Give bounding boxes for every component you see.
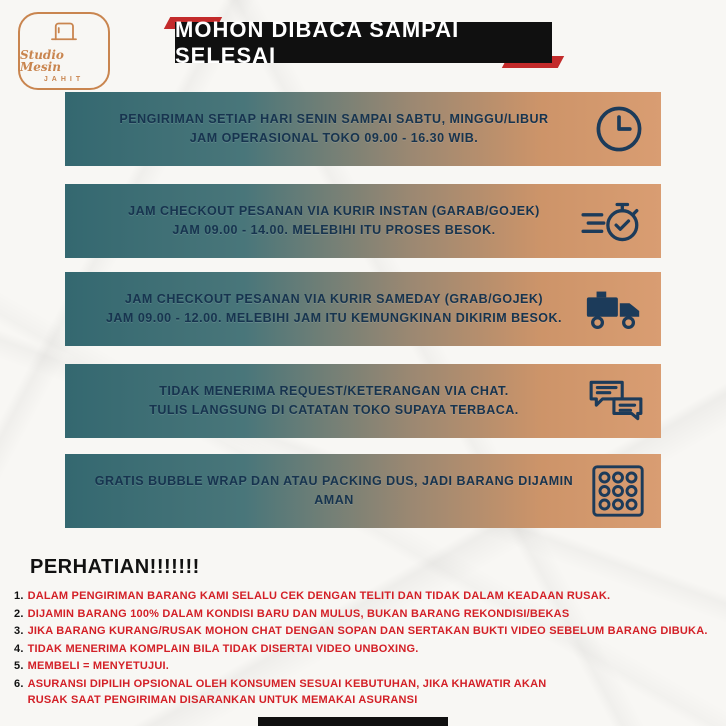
list-item-text: DALAM PENGIRIMAN BARANG KAMI SELALU CEK DENGAN TELITI DAN TIDAK DALAM KEADAAN RUSAK. bbox=[27, 590, 611, 602]
list-item-number: 2. bbox=[14, 607, 24, 620]
list-item bbox=[14, 641, 714, 658]
list-item-number: 3. bbox=[14, 625, 24, 637]
list-item-number: 5. bbox=[14, 660, 24, 672]
page-title: MOHON DIBACA SAMPAI SELESAI bbox=[175, 16, 460, 68]
banner-line-1: PENGIRIMAN SETIAP HARI SENIN SAMPAI SABTU, MINGGU/LIBUR bbox=[119, 111, 549, 126]
list-item bbox=[14, 623, 714, 640]
banner-line-2: TULIS LANGSUNG DI CATATAN TOKO SUPAYA TERBACA. bbox=[149, 403, 519, 417]
stopwatch-icon bbox=[579, 196, 645, 246]
list-item-text: JIKA BARANG KURANG/RUSAK MOHON CHAT DENGAN SOPAN DAN SERTAKAN BUKTI VIDEO SEBELUM BARANG DIBUKA. bbox=[27, 625, 708, 637]
list-item-text: TIDAK MENERIMA KOMPLAIN BILA TIDAK DISERTAI VIDEO UNBOXING. bbox=[27, 642, 419, 655]
list-item-number: 1. bbox=[14, 590, 24, 602]
banner-instant-courier bbox=[65, 184, 661, 258]
bubble-wrap-icon bbox=[591, 464, 645, 518]
list-item-number: 6. bbox=[14, 677, 24, 690]
list-item bbox=[14, 658, 714, 675]
attention-list bbox=[14, 588, 714, 710]
banner-text bbox=[65, 290, 661, 329]
banner-free-packing bbox=[65, 454, 661, 528]
list-item-number: 4. bbox=[14, 642, 24, 655]
banner-text bbox=[65, 382, 661, 421]
chat-icon bbox=[587, 377, 645, 425]
banner-sameday-courier bbox=[65, 272, 661, 346]
shop-name-script: Studio Mesin bbox=[20, 48, 64, 74]
shop-logo bbox=[18, 12, 110, 90]
sewing-machine-icon bbox=[47, 19, 81, 48]
banner-no-chat-request bbox=[65, 364, 661, 438]
banner-line-1: TIDAK MENERIMA REQUEST/KETERANGAN VIA CHAT. bbox=[159, 383, 509, 398]
banner-line-1: JAM CHECKOUT PESANAN VIA KURIR SAMEDAY (GRAB/GOJEK) bbox=[124, 291, 544, 306]
list-item-text: MEMBELI = MENYETUJUI. bbox=[27, 660, 169, 672]
banner-line-2: JAM OPERASIONAL TOKO 09.00 - 16.30 WIB. bbox=[189, 131, 479, 145]
list-item-text: ASURANSI DIPILIH OPSIONAL OLEH KONSUMEN SESUAI KEBUTUHAN, JIKA KHAWATIR AKAN RUSAK SAAT PENGIRIMAN DISARANKAN UNTUK MEMAKAI ASURANSI bbox=[27, 677, 547, 706]
list-item bbox=[14, 588, 714, 605]
title-bar bbox=[175, 16, 552, 68]
banner-line-2: JAM 09.00 - 14.00. MELEBIHI ITU PROSES BESOK. bbox=[172, 223, 496, 237]
banner-text bbox=[65, 472, 661, 511]
bottom-black-strip bbox=[258, 717, 448, 726]
shop-name-sub: JAHIT bbox=[43, 76, 85, 83]
banner-line-1: JAM CHECKOUT PESANAN VIA KURIR INSTAN (GARAB/GOJEK) bbox=[128, 203, 540, 218]
banner-line-2: JAM 09.00 - 12.00. MELEBIHI JAM ITU KEMUNGKINAN DIKIRIM BESOK. bbox=[105, 311, 563, 325]
list-item-text: DIJAMIN BARANG 100% DALAM KONDISI BARU DAN MULUS, BUKAN BARANG REKONDISI/BEKAS bbox=[27, 607, 570, 620]
clock-icon bbox=[593, 103, 645, 155]
banner-text bbox=[65, 110, 661, 149]
banner-text bbox=[65, 202, 661, 241]
banner-shipping-schedule bbox=[65, 92, 661, 166]
truck-icon bbox=[583, 285, 645, 333]
list-item bbox=[14, 676, 714, 709]
attention-heading: PERHATIAN!!!!!!! bbox=[30, 556, 200, 578]
banner-line-1: GRATIS BUBBLE WRAP DAN ATAU PACKING DUS, JADI BARANG DIJAMIN AMAN bbox=[94, 473, 574, 507]
list-item bbox=[14, 606, 714, 623]
